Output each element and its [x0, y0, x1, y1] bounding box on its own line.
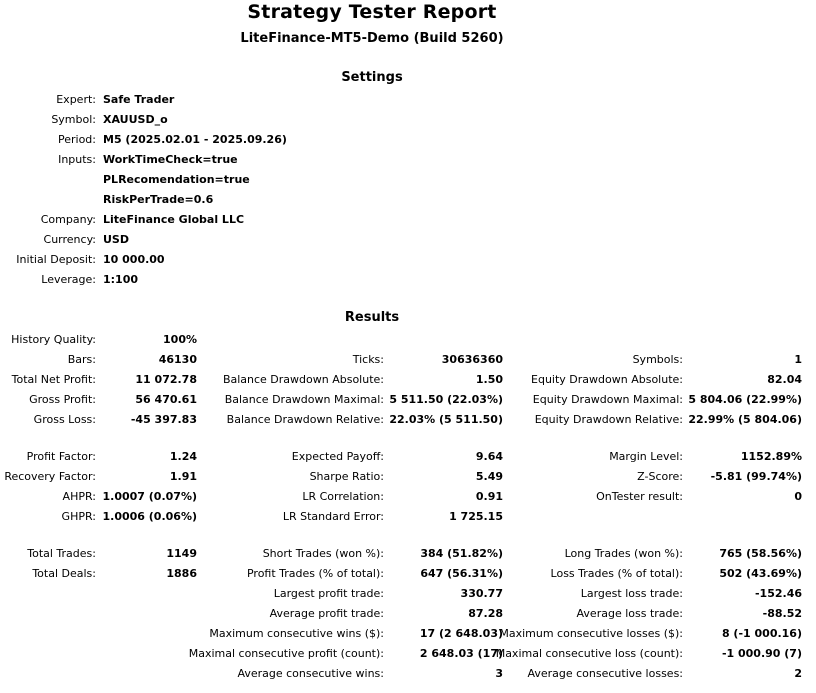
results-label: Z-Score: [637, 470, 683, 483]
results-label: AHPR: [62, 490, 96, 503]
settings-value: XAUUSD_o [103, 113, 168, 126]
settings-value: Safe Trader [103, 93, 175, 106]
results-value: 5.49 [475, 470, 503, 483]
settings-label: Expert: [56, 93, 96, 106]
settings-value: PLRecomendation=true [103, 173, 250, 186]
results-value: -45 397.83 [130, 413, 197, 426]
results-value: 1152.89% [740, 450, 802, 463]
results-value: 9.64 [475, 450, 503, 463]
results-label: Balance Drawdown Relative: [226, 413, 384, 426]
results-value: 5 804.06 (22.99%) [688, 393, 802, 406]
results-value: 1149 [166, 547, 197, 560]
results-label: Bars: [67, 353, 96, 366]
results-label: Long Trades (won %): [564, 547, 683, 560]
results-label: Maximal consecutive profit (count): [188, 647, 384, 660]
report-title: Strategy Tester Report [247, 1, 497, 23]
results-value: 22.03% (5 511.50) [389, 413, 503, 426]
results-label: Total Net Profit: [11, 373, 96, 386]
results-label: Equity Drawdown Maximal: [532, 393, 683, 406]
results-value: 2 [794, 667, 802, 680]
results-value: 1.24 [169, 450, 197, 463]
settings-value: RiskPerTrade=0.6 [103, 193, 214, 206]
results-value: 56 470.61 [135, 393, 197, 406]
results-value: -5.81 (99.74%) [710, 470, 802, 483]
results-label: Balance Drawdown Maximal: [224, 393, 384, 406]
results-value: 1.50 [475, 373, 503, 386]
results-label: Symbols: [632, 353, 683, 366]
settings-label: Symbol: [51, 113, 96, 126]
settings-value: 1:100 [103, 273, 139, 286]
results-label: Ticks: [352, 353, 384, 366]
results-label: Maximum consecutive losses ($): [499, 627, 683, 640]
results-label: Profit Trades (% of total): [246, 567, 384, 580]
results-label: Equity Drawdown Relative: [534, 413, 683, 426]
results-label: Average loss trade: [576, 607, 683, 620]
results-value: 30636360 [441, 353, 503, 366]
settings-label: Period: [57, 133, 96, 146]
results-label: Expected Payoff: [291, 450, 384, 463]
results-label: Maximal consecutive loss (count): [495, 647, 683, 660]
settings-value: 10 000.00 [103, 253, 165, 266]
results-label: Total Trades: [27, 547, 96, 560]
results-label: Average consecutive wins: [237, 667, 384, 680]
settings-label: Initial Deposit: [16, 253, 96, 266]
settings-value: USD [103, 233, 129, 246]
results-value: 1 [794, 353, 802, 366]
settings-heading: Settings [341, 70, 403, 85]
results-value: 11 072.78 [135, 373, 197, 386]
results-value: -88.52 [762, 607, 802, 620]
results-label: Margin Level: [609, 450, 683, 463]
results-value: 765 (58.56%) [719, 547, 802, 560]
results-value: 0.91 [475, 490, 503, 503]
results-value: 8 (-1 000.16) [721, 627, 802, 640]
settings-label: Currency: [43, 233, 96, 246]
settings-label: Inputs: [58, 153, 96, 166]
results-value: 1.91 [169, 470, 197, 483]
results-label: GHPR: [61, 510, 96, 523]
results-label: Average consecutive losses: [527, 667, 683, 680]
results-value: 647 (56.31%) [420, 567, 503, 580]
results-value: 330.77 [460, 587, 503, 600]
results-label: Gross Loss: [33, 413, 96, 426]
results-value: 1886 [166, 567, 197, 580]
results-value: 3 [495, 667, 503, 680]
results-label: Average profit trade: [269, 607, 384, 620]
results-label: Recovery Factor: [4, 470, 96, 483]
settings-value: WorkTimeCheck=true [103, 153, 238, 166]
results-label: Loss Trades (% of total): [550, 567, 683, 580]
results-value: 384 (51.82%) [420, 547, 503, 560]
results-label: LR Standard Error: [282, 510, 384, 523]
results-label: Balance Drawdown Absolute: [222, 373, 384, 386]
results-value: 2 648.03 (17) [419, 647, 503, 660]
settings-value: LiteFinance Global LLC [103, 213, 245, 226]
results-label: OnTester result: [596, 490, 683, 503]
results-heading: Results [344, 310, 400, 325]
settings-value: M5 (2025.02.01 - 2025.09.26) [103, 133, 287, 146]
results-value: 1.0006 (0.06%) [102, 510, 197, 523]
results-label: Maximum consecutive wins ($): [209, 627, 384, 640]
results-value: 0 [794, 490, 802, 503]
results-label: Gross Profit: [29, 393, 96, 406]
results-label: Largest loss trade: [580, 587, 683, 600]
settings-label: Company: [40, 213, 96, 226]
results-label: Equity Drawdown Absolute: [531, 373, 683, 386]
results-value: 82.04 [767, 373, 802, 386]
results-label: Largest profit trade: [273, 587, 384, 600]
results-value: 22.99% (5 804.06) [688, 413, 802, 426]
results-label: History Quality: [11, 333, 96, 346]
results-label: Sharpe Ratio: [309, 470, 384, 483]
settings-label: Leverage: [41, 273, 96, 286]
results-label: LR Correlation: [302, 490, 384, 503]
report-subtitle: LiteFinance-MT5-Demo (Build 5260) [240, 31, 504, 46]
results-value: 1.0007 (0.07%) [102, 490, 197, 503]
results-value: 502 (43.69%) [719, 567, 802, 580]
results-label: Short Trades (won %): [262, 547, 384, 560]
results-value: 46130 [158, 353, 197, 366]
results-value: 87.28 [468, 607, 503, 620]
results-value: 1 725.15 [449, 510, 503, 523]
results-value: 100% [163, 333, 197, 346]
results-label: Total Deals: [32, 567, 96, 580]
results-value: 17 (2 648.03) [419, 627, 503, 640]
results-label: Profit Factor: [26, 450, 96, 463]
results-value: -1 000.90 (7) [721, 647, 802, 660]
results-value: -152.46 [754, 587, 802, 600]
results-value: 5 511.50 (22.03%) [389, 393, 503, 406]
